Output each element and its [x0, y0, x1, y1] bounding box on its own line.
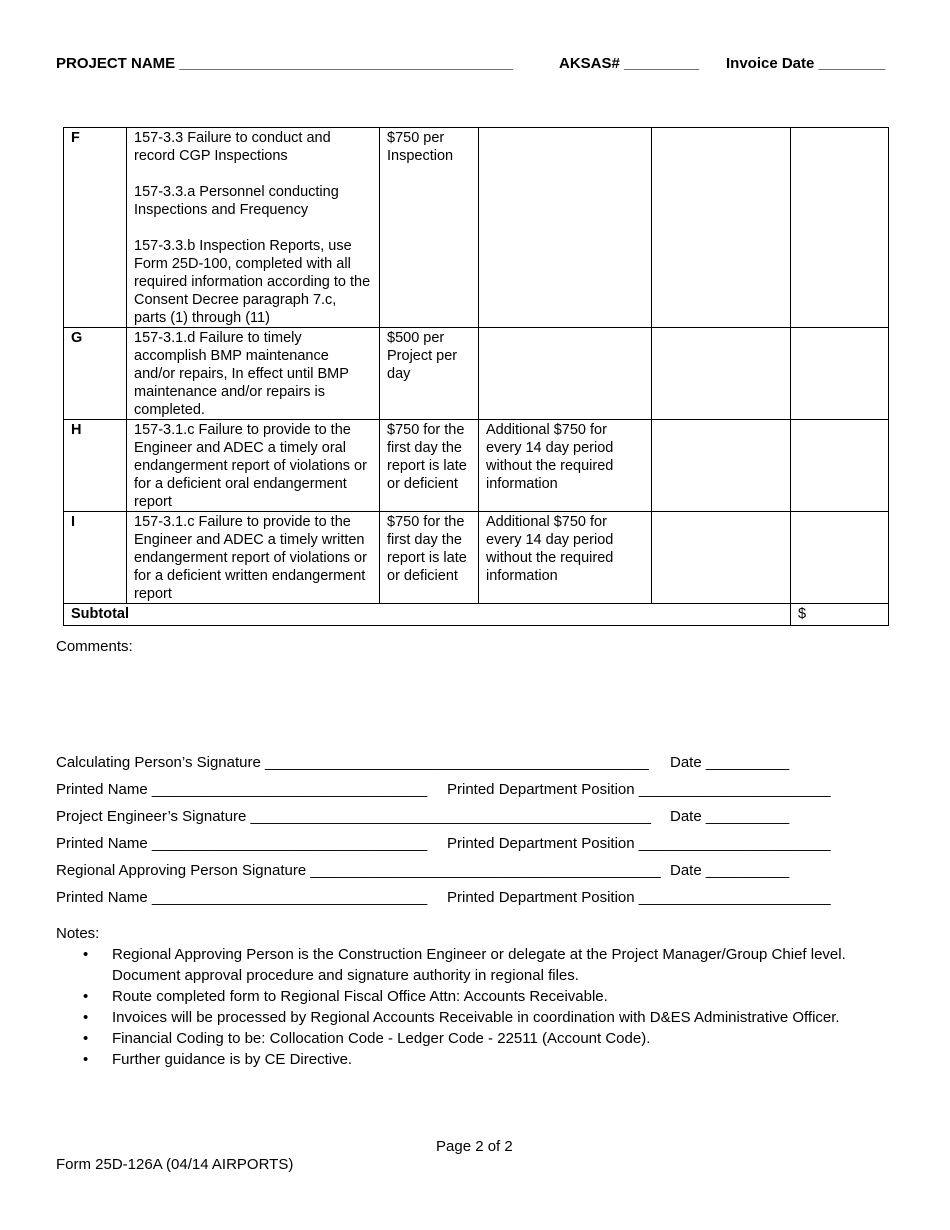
aksas-field[interactable]: AKSAS# _________ [559, 55, 700, 72]
bullet-icon: • [83, 988, 89, 1005]
department-position-field[interactable]: Printed Department Position _______________________ [447, 889, 831, 906]
row-rate: $750 per Inspection [380, 128, 479, 328]
bullet-icon: • [83, 1051, 89, 1068]
row-amount-cell[interactable] [791, 128, 889, 328]
row-entry-cell[interactable] [652, 420, 791, 512]
subtotal-value[interactable]: $ [791, 604, 889, 626]
row-rate: $500 per Project per day [380, 328, 479, 420]
description-para: 157-3.3.b Inspection Reports, use Form 25D-100, completed with all required information according to the Consent Decree paragraph 7.c, parts (1) through (11) [134, 238, 371, 326]
row-description: 157-3.1.c Failure to provide to the Engineer and ADEC a timely oral endangerment report of violations or for a deficient oral endangerment report [127, 420, 380, 512]
notes-label: Notes: [56, 925, 100, 942]
regional-signature-field[interactable]: Regional Approving Person Signature __________________________________________ [56, 862, 661, 879]
notes-section [56, 923, 906, 1070]
note-text: Invoices will be processed by Regional Accounts Receivable in coordination with D&ES Administrative Officer. [112, 1009, 840, 1026]
row-amount-cell[interactable] [791, 512, 889, 604]
row-id: H [64, 420, 127, 512]
note-text: Financial Coding to be: Collocation Code - Ledger Code - 22511 (Account Code). [112, 1030, 651, 1047]
table-row [64, 328, 889, 420]
list-item [56, 1049, 906, 1070]
row-additional [479, 128, 652, 328]
calculating-signature-field[interactable]: Calculating Person’s Signature ______________________________________________ [56, 754, 649, 771]
list-item [56, 1028, 906, 1049]
printed-name-field[interactable]: Printed Name _________________________________ [56, 889, 428, 906]
row-additional: Additional $750 for every 14 day period without the required information [479, 512, 652, 604]
row-id: G [64, 328, 127, 420]
printed-name-field[interactable]: Printed Name _________________________________ [56, 835, 428, 852]
subtotal-row [64, 604, 889, 626]
project-name-field[interactable]: PROJECT NAME ________________________________________ [56, 55, 514, 72]
row-entry-cell[interactable] [652, 128, 791, 328]
description-para: 157-3.3 Failure to conduct and record CGP Inspections [134, 130, 331, 164]
row-additional [479, 328, 652, 420]
date-field[interactable]: Date __________ [670, 754, 790, 771]
list-item [56, 986, 906, 1007]
note-text: Further guidance is by CE Directive. [112, 1051, 353, 1068]
page-number: Page 2 of 2 [436, 1138, 513, 1155]
subtotal-label: Subtotal [64, 604, 791, 626]
row-amount-cell[interactable] [791, 328, 889, 420]
printed-name-field[interactable]: Printed Name _________________________________ [56, 781, 428, 798]
description-para: 157-3.3.a Personnel conducting Inspections and Frequency [134, 184, 339, 218]
comments-label: Comments: [56, 638, 133, 655]
row-rate: $750 for the first day the report is late or deficient [380, 420, 479, 512]
list-item [56, 944, 906, 986]
invoice-date-field[interactable]: Invoice Date ________ [726, 55, 886, 72]
row-amount-cell[interactable] [791, 420, 889, 512]
note-text: Route completed form to Regional Fiscal Office Attn: Accounts Receivable. [112, 988, 608, 1005]
table-row [64, 420, 889, 512]
row-additional: Additional $750 for every 14 day period without the required information [479, 420, 652, 512]
row-id: I [64, 512, 127, 604]
note-text: Regional Approving Person is the Construction Engineer or delegate at the Project Manager/Group Chief level. Document approval procedure and signature authority in regional files. [112, 946, 846, 984]
bullet-icon: • [83, 1030, 89, 1047]
form-id: Form 25D-126A (04/14 AIRPORTS) [56, 1156, 294, 1173]
row-description: 157-3.1.c Failure to provide to the Engineer and ADEC a timely written endangerment report of violations or for a deficient written endangerment report [127, 512, 380, 604]
department-position-field[interactable]: Printed Department Position _______________________ [447, 781, 831, 798]
row-id: F [64, 128, 127, 328]
row-rate: $750 for the first day the report is late or deficient [380, 512, 479, 604]
row-entry-cell[interactable] [652, 328, 791, 420]
date-field[interactable]: Date __________ [670, 862, 790, 879]
list-item [56, 1007, 906, 1028]
table-row [64, 128, 889, 328]
bullet-icon: • [83, 946, 89, 963]
notes-list [56, 944, 906, 1070]
penalty-table [63, 127, 889, 626]
table-row [64, 512, 889, 604]
bullet-icon: • [83, 1009, 89, 1026]
row-description: 157-3.1.d Failure to timely accomplish BMP maintenance and/or repairs, In effect until BMP maintenance and/or repairs is completed. [127, 328, 380, 420]
row-entry-cell[interactable] [652, 512, 791, 604]
date-field[interactable]: Date __________ [670, 808, 790, 825]
row-description [127, 128, 380, 328]
department-position-field[interactable]: Printed Department Position _______________________ [447, 835, 831, 852]
engineer-signature-field[interactable]: Project Engineer’s Signature ________________________________________________ [56, 808, 651, 825]
